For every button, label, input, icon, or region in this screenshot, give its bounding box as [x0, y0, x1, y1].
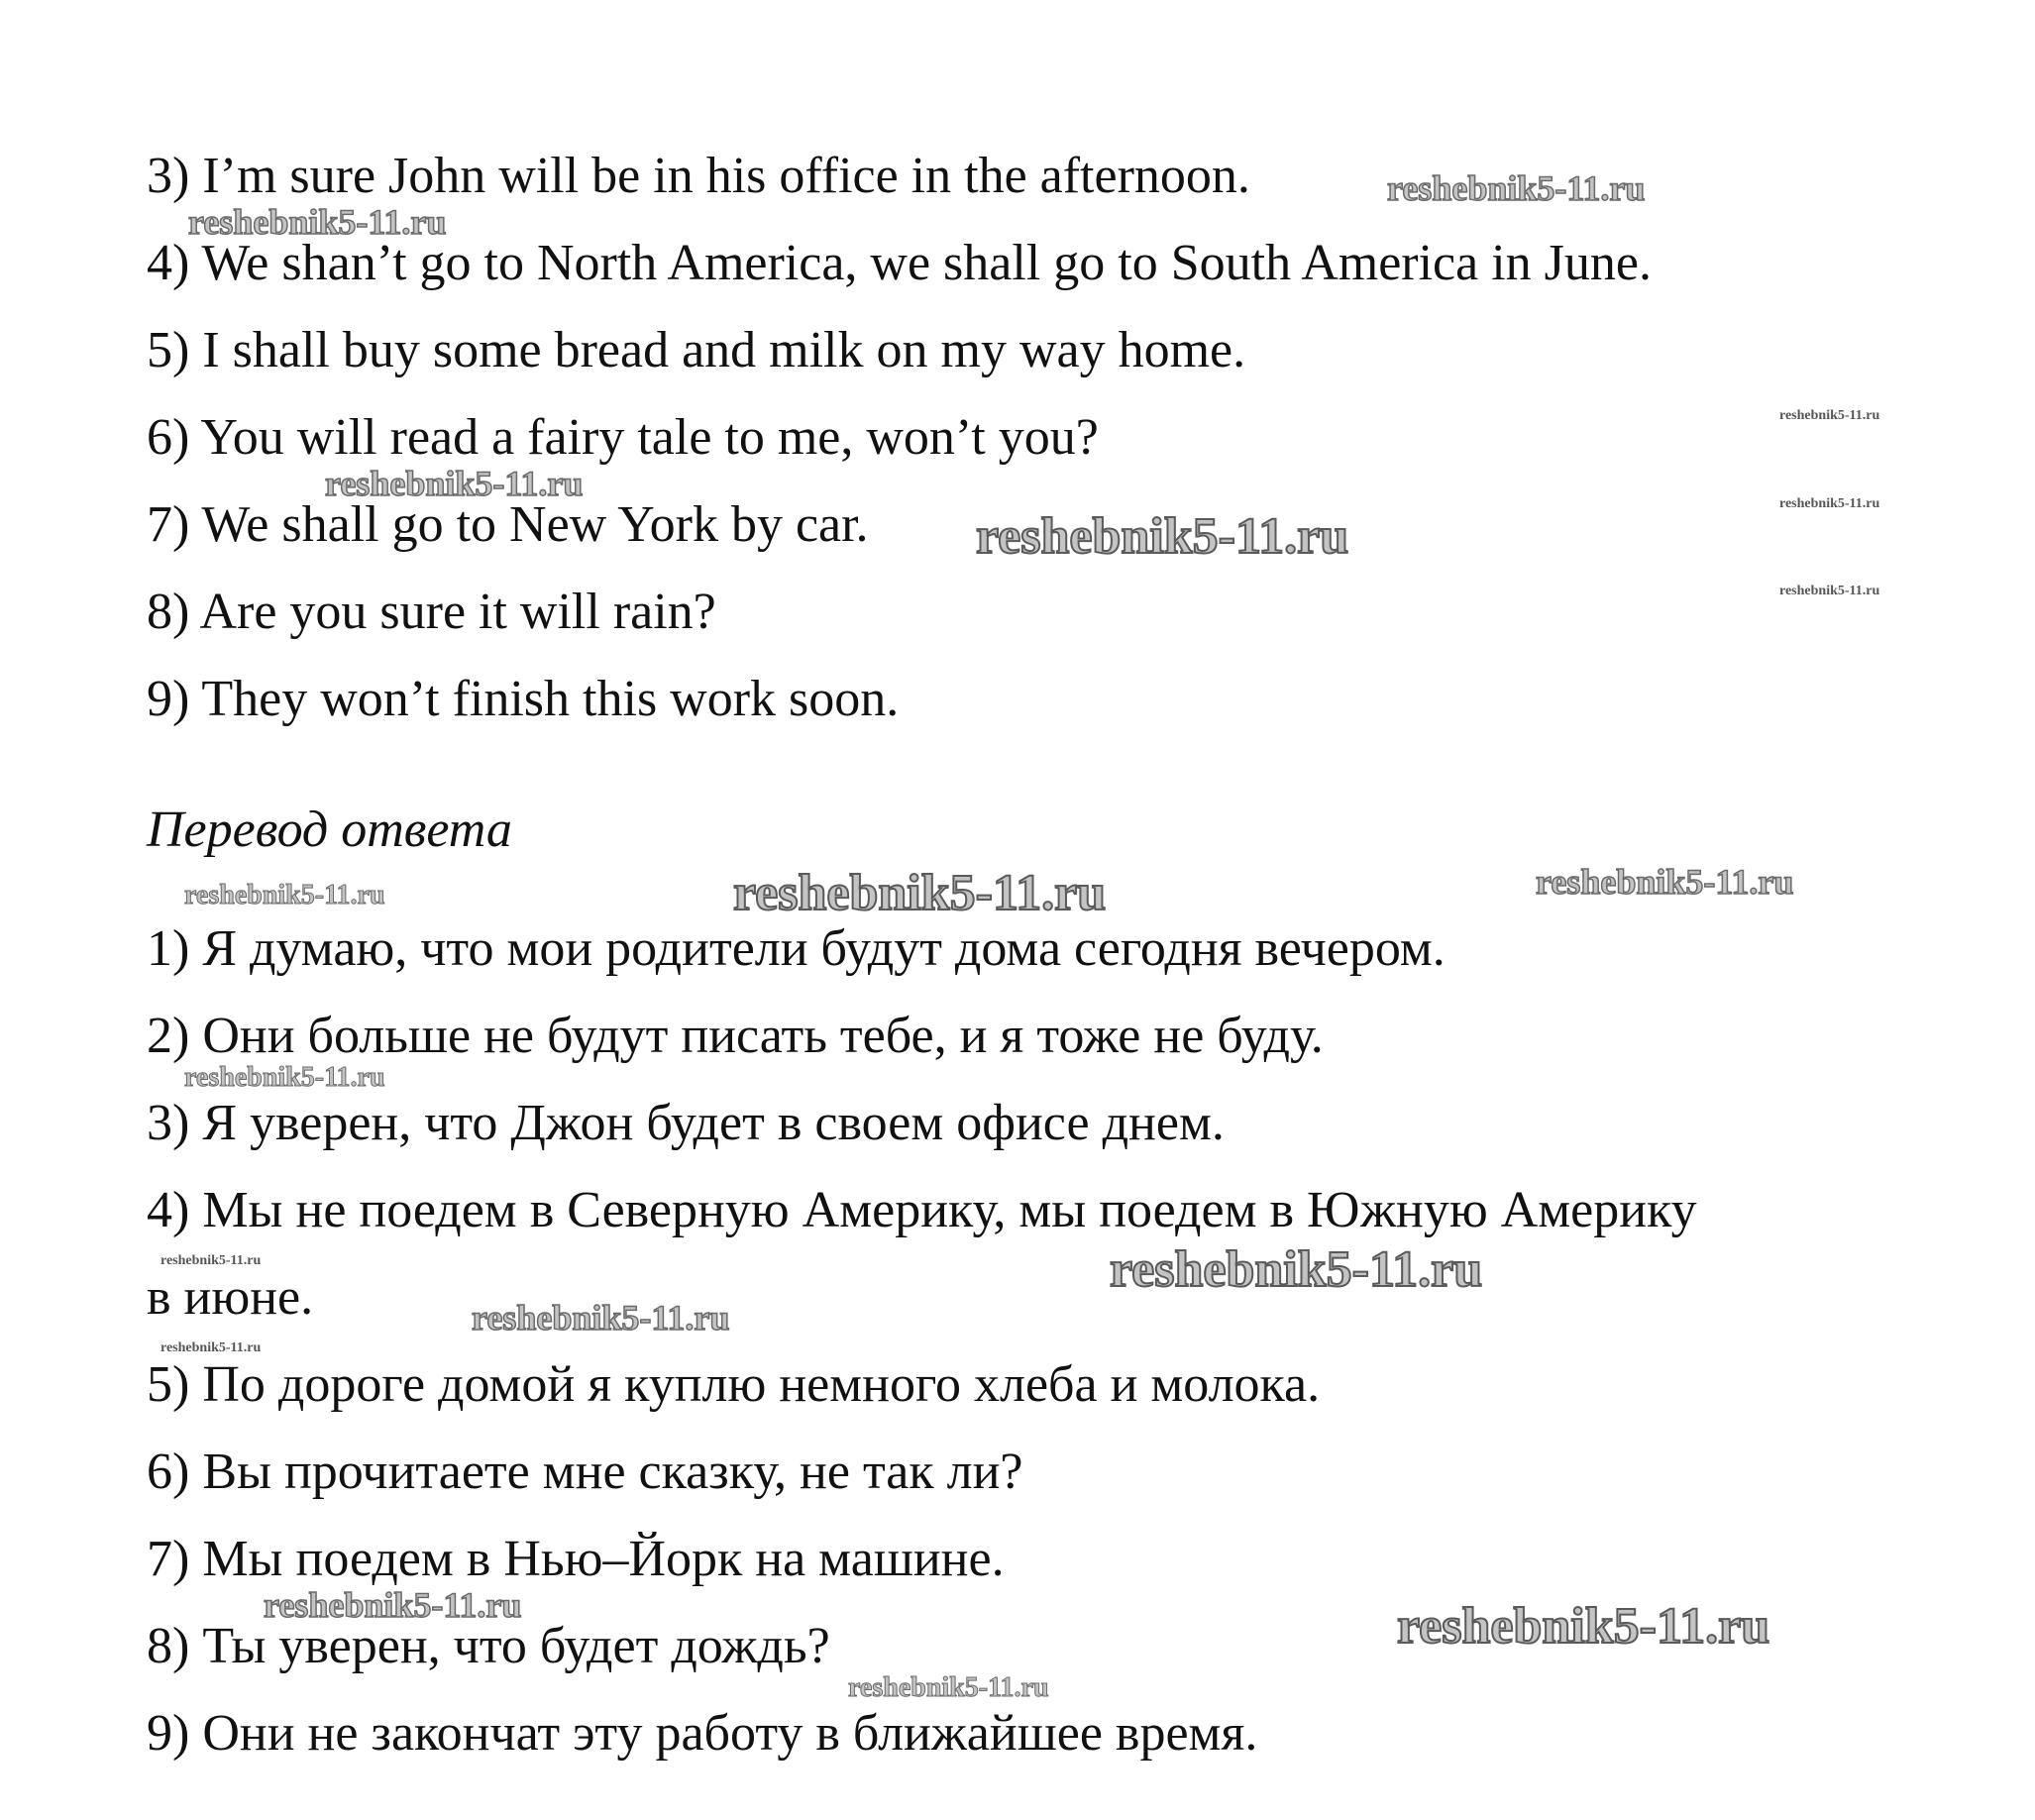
watermark: reshebnik5-11.ru: [161, 1253, 262, 1268]
russian-line-5: 5) По дороге домой я куплю немного хлеба и молока.: [147, 1356, 1321, 1413]
english-line-8: 8) Are you sure it will rain?: [147, 584, 716, 640]
english-line-4: 4) We shan’t go to North America, we shall go to South America in June.: [147, 235, 1652, 291]
russian-line-4-cont: в июне.: [147, 1269, 314, 1326]
watermark: reshebnik5-11.ru: [184, 880, 385, 910]
russian-line-3: 3) Я уверен, что Джон будет в своем офисе днем.: [147, 1095, 1225, 1151]
russian-line-8: 8) Ты уверен, что будет дождь?: [147, 1618, 830, 1674]
russian-line-2: 2) Они больше не будут писать тебе, и я тоже не буду.: [147, 1008, 1324, 1064]
watermark: reshebnik5-11.ru: [264, 1585, 522, 1625]
watermark: reshebnik5-11.ru: [733, 865, 1107, 921]
english-line-9: 9) They won’t finish this work soon.: [147, 671, 900, 727]
english-line-3: 3) I’m sure John will be in his office in the afternoon.: [147, 148, 1250, 204]
watermark: reshebnik5-11.ru: [1387, 168, 1646, 208]
watermark: reshebnik5-11.ru: [1110, 1241, 1483, 1298]
watermark: reshebnik5-11.ru: [1536, 862, 1794, 902]
watermark: reshebnik5-11.ru: [976, 508, 1349, 565]
english-line-5: 5) I shall buy some bread and milk on my way home.: [147, 322, 1246, 378]
translation-heading: Перевод ответа: [147, 802, 512, 858]
watermark: reshebnik5-11.ru: [1779, 496, 1880, 511]
watermark: reshebnik5-11.ru: [188, 202, 447, 242]
watermark: reshebnik5-11.ru: [184, 1062, 385, 1093]
watermark: reshebnik5-11.ru: [1397, 1598, 1770, 1655]
russian-line-9: 9) Они не закончат эту работу в ближайшее время.: [147, 1705, 1258, 1762]
russian-line-7: 7) Мы поедем в Нью–Йорк на машине.: [147, 1531, 1005, 1587]
watermark: reshebnik5-11.ru: [325, 464, 584, 503]
watermark: reshebnik5-11.ru: [1779, 408, 1880, 423]
watermark: reshebnik5-11.ru: [848, 1672, 1049, 1703]
english-line-6: 6) You will read a fairy tale to me, won’t you?: [147, 409, 1099, 466]
watermark: reshebnik5-11.ru: [161, 1340, 262, 1355]
russian-line-6: 6) Вы прочитаете мне сказку, не так ли?: [147, 1444, 1023, 1500]
russian-line-4: 4) Мы не поедем в Северную Америку, мы поедем в Южную Америку: [147, 1182, 1697, 1238]
watermark: reshebnik5-11.ru: [1779, 584, 1880, 598]
english-line-7: 7) We shall go to New York by car.: [147, 496, 869, 553]
watermark: reshebnik5-11.ru: [472, 1298, 730, 1338]
russian-line-1: 1) Я думаю, что мои родители будут дома сегодня вечером.: [147, 920, 1446, 977]
